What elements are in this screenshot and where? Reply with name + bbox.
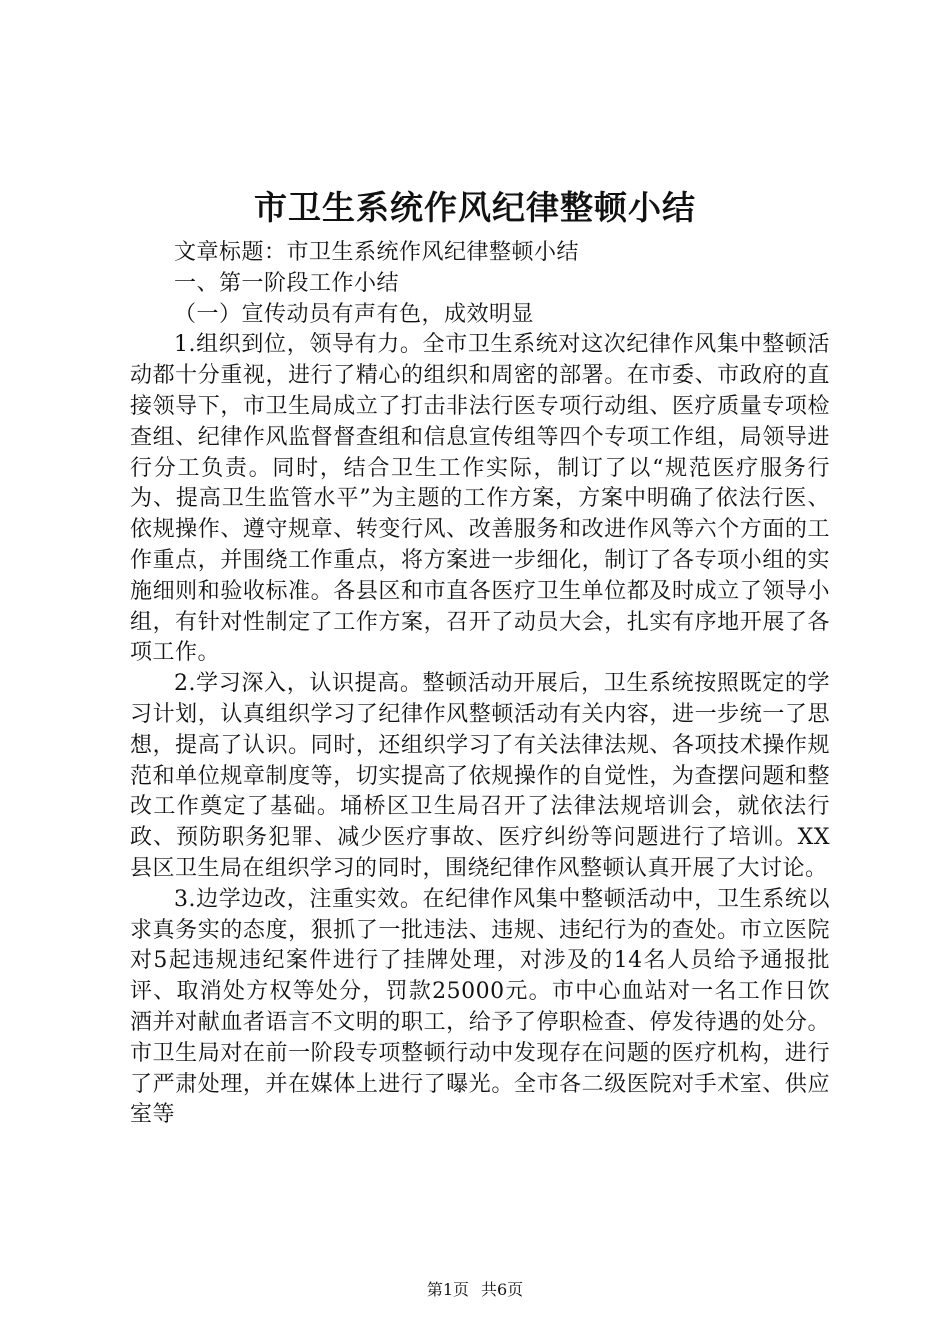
section-heading: 一、第一阶段工作小结: [174, 270, 400, 296]
document-body: [130, 238, 830, 1131]
body-paragraph: 3.边学边改，注重实效。在纪律作风集中整顿活动中，卫生系统以求真务实的态度，狠抓了一批违法、违规、违纪行为的查处。市立医院对5起违规违纪案件进行了挂牌处理，对涉及的14名人员给予通报批评、取消处方权等处分，罚款25000元。市中心血站对一名工作日饮酒并对献血者语言不文明的职工，给予了停职检查、停发待遇的处分。市卫生局对在前一阶段专项整顿行动中发现存在问题的医疗机构，进行了严肃处理，并在媒体上进行了曝光。全市各二级医院对手术室、供应室等: [130, 886, 830, 1128]
article-title-line: 文章标题：市卫生系统作风纪律整顿小结: [174, 240, 580, 265]
page-footer: [0, 1280, 950, 1300]
subsection-heading: （一）宣传动员有声有色，成效明显: [174, 301, 535, 327]
page-number: 第1页: [426, 1280, 469, 1299]
body-paragraph: 1.组织到位，领导有力。全市卫生系统对这次纪律作风集中整顿活动都十分重视，进行了精心的组织和周密的部署。在市委、市政府的直接领导下，市卫生局成立了打击非法行医专项行动组、医疗质量专项检查组、纪律作风监督督查组和信息宣传组等四个专项工作组，局领导进行分工负责。同时，结合卫生工作实际，制订了以“规范医疗服务行为、提高卫生监管水平”为主题的工作方案，方案中明确了依法行医、依规操作、遵守规章、转变行风、改善服务和改进作风等六个方面的工作重点，并围绕工作重点，将方案进一步细化，制订了各专项小组的实施细则和验收标准。各县区和市直各医疗卫生单位都及时成立了领导小组，有针对性制定了工作方案，召开了动员大会，扎实有序地开展了各项工作。: [130, 332, 830, 666]
document-title: 市卫生系统作风纪律整顿小结: [254, 188, 696, 227]
page-total: 共6页: [481, 1280, 524, 1299]
body-paragraph: 2.学习深入，认识提高。整顿活动开展后，卫生系统按照既定的学习计划，认真组织学习了纪律作风整顿活动有关内容，进一步统一了思想，提高了认识。同时，还组织学习了有关法律法规、各项技术操作规范和单位规章制度等，切实提高了依规操作的自觉性，为查摆问题和整改工作奠定了基础。埇桥区卫生局召开了法律法规培训会，就依法行政、预防职务犯罪、减少医疗事故、医疗纠纷等问题进行了培训。XX县区卫生局在组织学习的同时，围绕纪律作风整顿认真开展了大讨论。: [130, 671, 830, 881]
